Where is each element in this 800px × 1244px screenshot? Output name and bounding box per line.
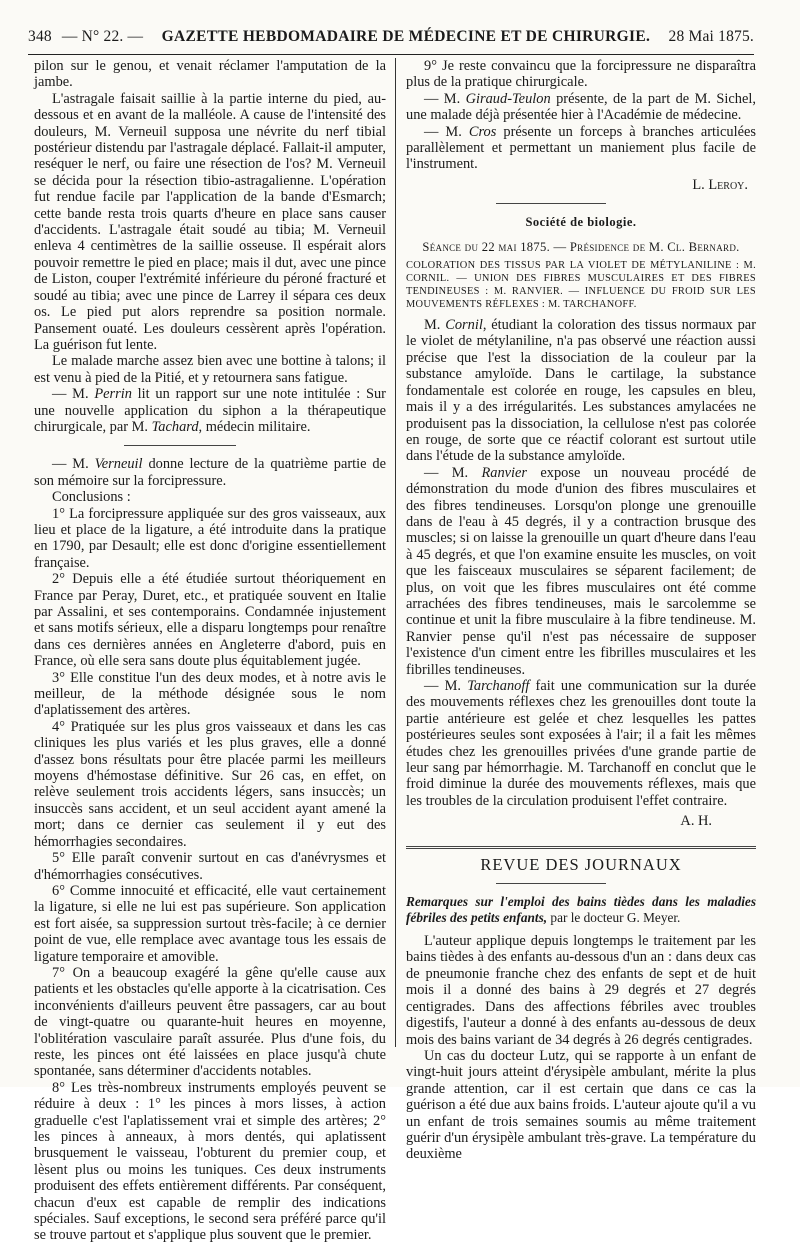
text-run: lit un rapport sur une note intitulée : Sur une nouvelle application du siphon a la thérapeutique chirurgicale, par M. (34, 386, 386, 435)
speaker-name: Tachard (151, 418, 199, 435)
speaker-name: Verneuil (94, 456, 143, 473)
speaker-name: Cornil (445, 317, 483, 334)
text-run: — M. (424, 90, 461, 107)
article-title-text: Remarques sur l'emploi des bains tièdes dans les maladies fébriles des petits enfants, (406, 894, 756, 925)
paragraph: Un cas du docteur Lutz, qui se rapporte à un enfant de vingt-huit jours atteint d'érysipèle ambulant, mérite la plus grande attention, car il est certain que dans ce cas la guérison a été due aux bains froids. L'auteur ajoute qu'il a vu un enfant de trois semaines soumis au même traitement guérir d'un érysipèle ambulant très-grave. La température du deuxième (406, 1047, 756, 1163)
verneuil-paragraph (34, 456, 386, 489)
section-rule (496, 883, 606, 884)
conclusion-item: 4° Pratiquée sur les plus gros vaisseaux et dans les cas cliniques les plus variés et les plus graves, elle a donné d'assez bons résultats pour être placée parmi les meilleurs moyens d'hémostase définitive. Sur 26 cas, en effet, on relève seulement trois accidents légers, sans insuccès; un insuccès sans accident, et un seul accident ayant amené la mort; dans ce dernier cas seulement il y eut des hémorrhagies secondaires. (34, 718, 386, 850)
right-column (406, 58, 756, 1163)
text-run: — M. (424, 678, 461, 694)
text-run: M. (424, 317, 441, 334)
text-run: , médecin militaire. (198, 418, 311, 435)
paragraph: pilon sur le genou, et venait réclamer l'amputation de la jambe. (34, 58, 386, 91)
column-divider (395, 58, 396, 1047)
journal-title: GAZETTE HEBDOMADAIRE DE MÉDECINE ET DE CHIRURGIE. (161, 28, 651, 45)
text-run: présente un forceps à branches articulées parallèlement et permettant un maniement plus facile de l'instrument. (406, 123, 756, 173)
text-run: expose un nouveau procédé de démonstration du mode d'union des fibres musculaires et des fibres tendineuses. Lorsqu'on plonge une grenouille dans de l'eau à 45 degrés, il y a contraction brusque des muscles; si on laisse la grenouille un quart d'heure dans l'eau à 45 degrés, et que l'on examine ensuite les muscles, on voit que les faisceaux musculaires se séparent facilement; de plus, on voit que les fibres musculaires ont été comme arrachées des fibres tendineuses, mais le sarcolemme se continue et unit la fibre musculaire à la fibre tendineuse. M. Ranvier pense qu'il n'est pas nécessaire de supposer l'existence d'un ciment entre les fibrilles musculaires et les fibrilles tendineuses. (406, 464, 756, 678)
speaker-name: Tarchanoff (467, 678, 530, 694)
conclusion-item: 9° Je reste convaincu que la forcipressure ne disparaîtra plus de la pratique chirurgicale. (406, 58, 756, 91)
double-rule (406, 846, 756, 849)
paragraph: Le malade marche assez bien avec une bottine à talons; il est venu à pied de la Pitié, et y retournera sans fatigue. (34, 353, 386, 386)
cros-paragraph (406, 124, 756, 173)
conclusion-item: 1° La forcipressure appliquée sur des gros vaisseaux, aux lieu et place de la ligature, a été introduite dans la pratique en 1790, par Desault; elle est donc d'origine essentiellement française. (34, 505, 386, 571)
signature: A. H. (680, 813, 712, 830)
text-run: — M. (424, 464, 469, 481)
text-run: , étudiant la coloration des tissus normaux par le violet de métylaniline, n'a pas observé une réaction aussi précise que l'est la dissociation de la couleur par la substance amyloïde. Dans le cartilage, la substance fondamentale est colorée en rouge, les capsules en bleu, mais il y a des irrégularités. Les substances amylacées ne produisent pas la dissociation, la cellulose n'est pas colorée en rouge, de sorte que ce réactif colorant est surtout utile dans l'étude de la substance amyloïde. (406, 317, 756, 465)
section-title: REVUE DES JOURNAUX (480, 854, 682, 874)
session-summary: COLORATION DES TISSUS PAR LA VIOLET DE MÉTYLANILINE : M. CORNIL. — UNION DES FIBRES MUSCULAIRES ET DES FIBRES TENDINEUSES : M. RANVIER. — INFLUENCE DU FROID SUR LES MOUVEMENTS RÉFLEXES : M. TARCHANOFF. (406, 260, 756, 311)
section-rule (496, 203, 606, 204)
conclusion-item: 6° Comme innocuité et efficacité, elle vaut certainement la ligature, si elle ne lui est pas supérieure. Son application est fort aisée, sa suppression surtout très-facile; à ce dernier point de vue, elle remplace avec avantage tous les essais de ligature temporaire et amovible. (34, 882, 386, 965)
giraud-teulon-paragraph (406, 91, 756, 124)
conclusion-item: 2° Depuis elle a été étudiée surtout théoriquement en France par Peray, Duret, etc., et pratiquée souvent en Italie par Assalini, et ses contemporains. Condamnée injustement et sans motifs sérieux, elle a disparu longtemps pour renaître dans ces dernières années en Angleterre d'abord, puis en France, où elle sera sans doute plus équitablement jugée. (34, 571, 386, 670)
page-number: 348 (28, 28, 52, 45)
conclusion-item: 7° On a beaucoup exagéré la gêne qu'elle cause aux patients et les obstacles qu'elle apporte à la cicatrisation. Ces inconvénients d'ailleurs peuvent être passagers, car au bout de vingt-quatre ou quarante-huit heures en moyenne, l'oblitération vasculaire paraît assurée. Plus d'une fois, du reste, les pinces ont été laissées en place jusqu'à chute spontanée, sans déterminer d'accidents notables. (34, 964, 386, 1080)
society-heading: Société de biologie. (525, 215, 637, 230)
issue-number: — N° 22. — (61, 28, 144, 45)
tarchanoff-paragraph (406, 678, 756, 809)
section-rule (124, 445, 236, 446)
ranvier-paragraph (406, 465, 756, 678)
conclusion-item: 8° Les très-nombreux instruments employés peuvent se réduire à deux : 1° les pinces à mors lisses, à action graduelle c'est l'aplatissement vrai et simple des artères; 2° les pinces à anneaux, à mors dentés, qui aplatissent brusquement le vaisseau, l'obturent du premier coup, et lèsent plus ou moins les tuniques. Ces deux instruments produisent des effets entièrement différents. Par conséquent, chacun d'eux est capable de remplir des indications spéciales. Sauf exceptions, le second sera préféré parce qu'il se trouve partout et s'applique plus souvent que le premier. (34, 1079, 386, 1244)
paragraph: L'astragale faisait saillie à la partie interne du pied, au-dessous et en avant de la malléole. A cause de l'intensité des douleurs, M. Verneuil supposa une névrite du nerf tibial postérieur distendu par l'astragale déplacé. Fallait-il amputer, reséquer le nerf, ou faire une résection de l'os? M. Verneuil se décida pour la résection tibio-astragalienne. L'opération fut rendue facile par l'application de la bande d'Esmarch; cette bande resta trois quarts d'heure en place sans causer d'accidents. L'astragale était soudé au tibia; M. Verneuil enleva 4 centimètres de la saillie osseuse. Il espérait alors pouvoir remettre le pied en place; mais il dut, avec une pince de Liston, couper l'extrémité inférieure du péroné fracturé et soudé au tibia; avec une pince de Larrey il sépara ces deux os. Le pied put alors reprendre sa position normale. Pansement ouaté. Les douleurs cessèrent après l'opération. La guérison fut lente. (34, 90, 386, 353)
header-rule (28, 54, 754, 55)
article-title (406, 894, 756, 925)
text-run: — M. (424, 123, 462, 140)
article-author: par le docteur G. Meyer. (550, 909, 681, 925)
paragraph: Conclusions : (52, 489, 131, 506)
speaker-name: Ranvier (481, 464, 528, 481)
paragraph: L'auteur applique depuis longtemps le traitement par les bains tièdes à des enfants au-dessous d'un an : dans deux cas de pneumonie franche chez des enfants de sept et de huit mois il a donné des bains à 29 degrés et 27 degrés centigrades. Dans des affections fébriles avec troubles digestifs, l'auteur a donné à des enfants au-dessous de deux mois des bains variant de 34 degrés à 26 degrés centigrades. (406, 933, 756, 1048)
conclusion-item: 3° Elle constitue l'un des deux modes, et à notre avis le meilleur, de la méthode désignée sous le nom d'aplatissement des artères. (34, 669, 386, 719)
text-run: — M. (52, 386, 89, 403)
issue-date: 28 Mai 1875. (668, 28, 754, 45)
perrin-paragraph (34, 386, 386, 435)
speaker-name: Perrin (94, 386, 132, 403)
text-run: donne lecture de la quatrième partie de son mémoire sur la forcipressure. (34, 456, 386, 489)
cornil-paragraph (406, 317, 756, 465)
text-run: — M. (52, 456, 89, 473)
text-run: fait une communication sur la durée des mouvements réflexes chez les grenouilles dont toute la partie antérieure est gelée et chez lesquelles les pattes postérieures seules sont exposées à l'air; il a fait les mêmes études chez les grenouilles privées d'une grande partie de leur sang par hémorrhagie. M. Tarchanoff en conclut que le froid diminue la durée des mouvements réflexes, mais que les troubles de la circulation produisent l'effet contraire. (406, 678, 756, 809)
left-column (34, 58, 386, 1244)
page-header (28, 28, 754, 54)
text-run: présente, de la part de M. Sichel, une malade déjà présentée hier à l'Académie de médecine. (406, 90, 756, 124)
session-heading: Séance du 22 mai 1875. — Présidence de M. Cl. Bernard. (422, 239, 740, 254)
speaker-name: Cros (468, 123, 497, 140)
speaker-name: Giraud-Teulon (465, 90, 551, 107)
conclusion-item: 5° Elle paraît convenir surtout en cas d'anévrysmes et d'hémorrhagies consécutives. (34, 850, 386, 883)
signature: L. Leroy. (692, 176, 748, 193)
